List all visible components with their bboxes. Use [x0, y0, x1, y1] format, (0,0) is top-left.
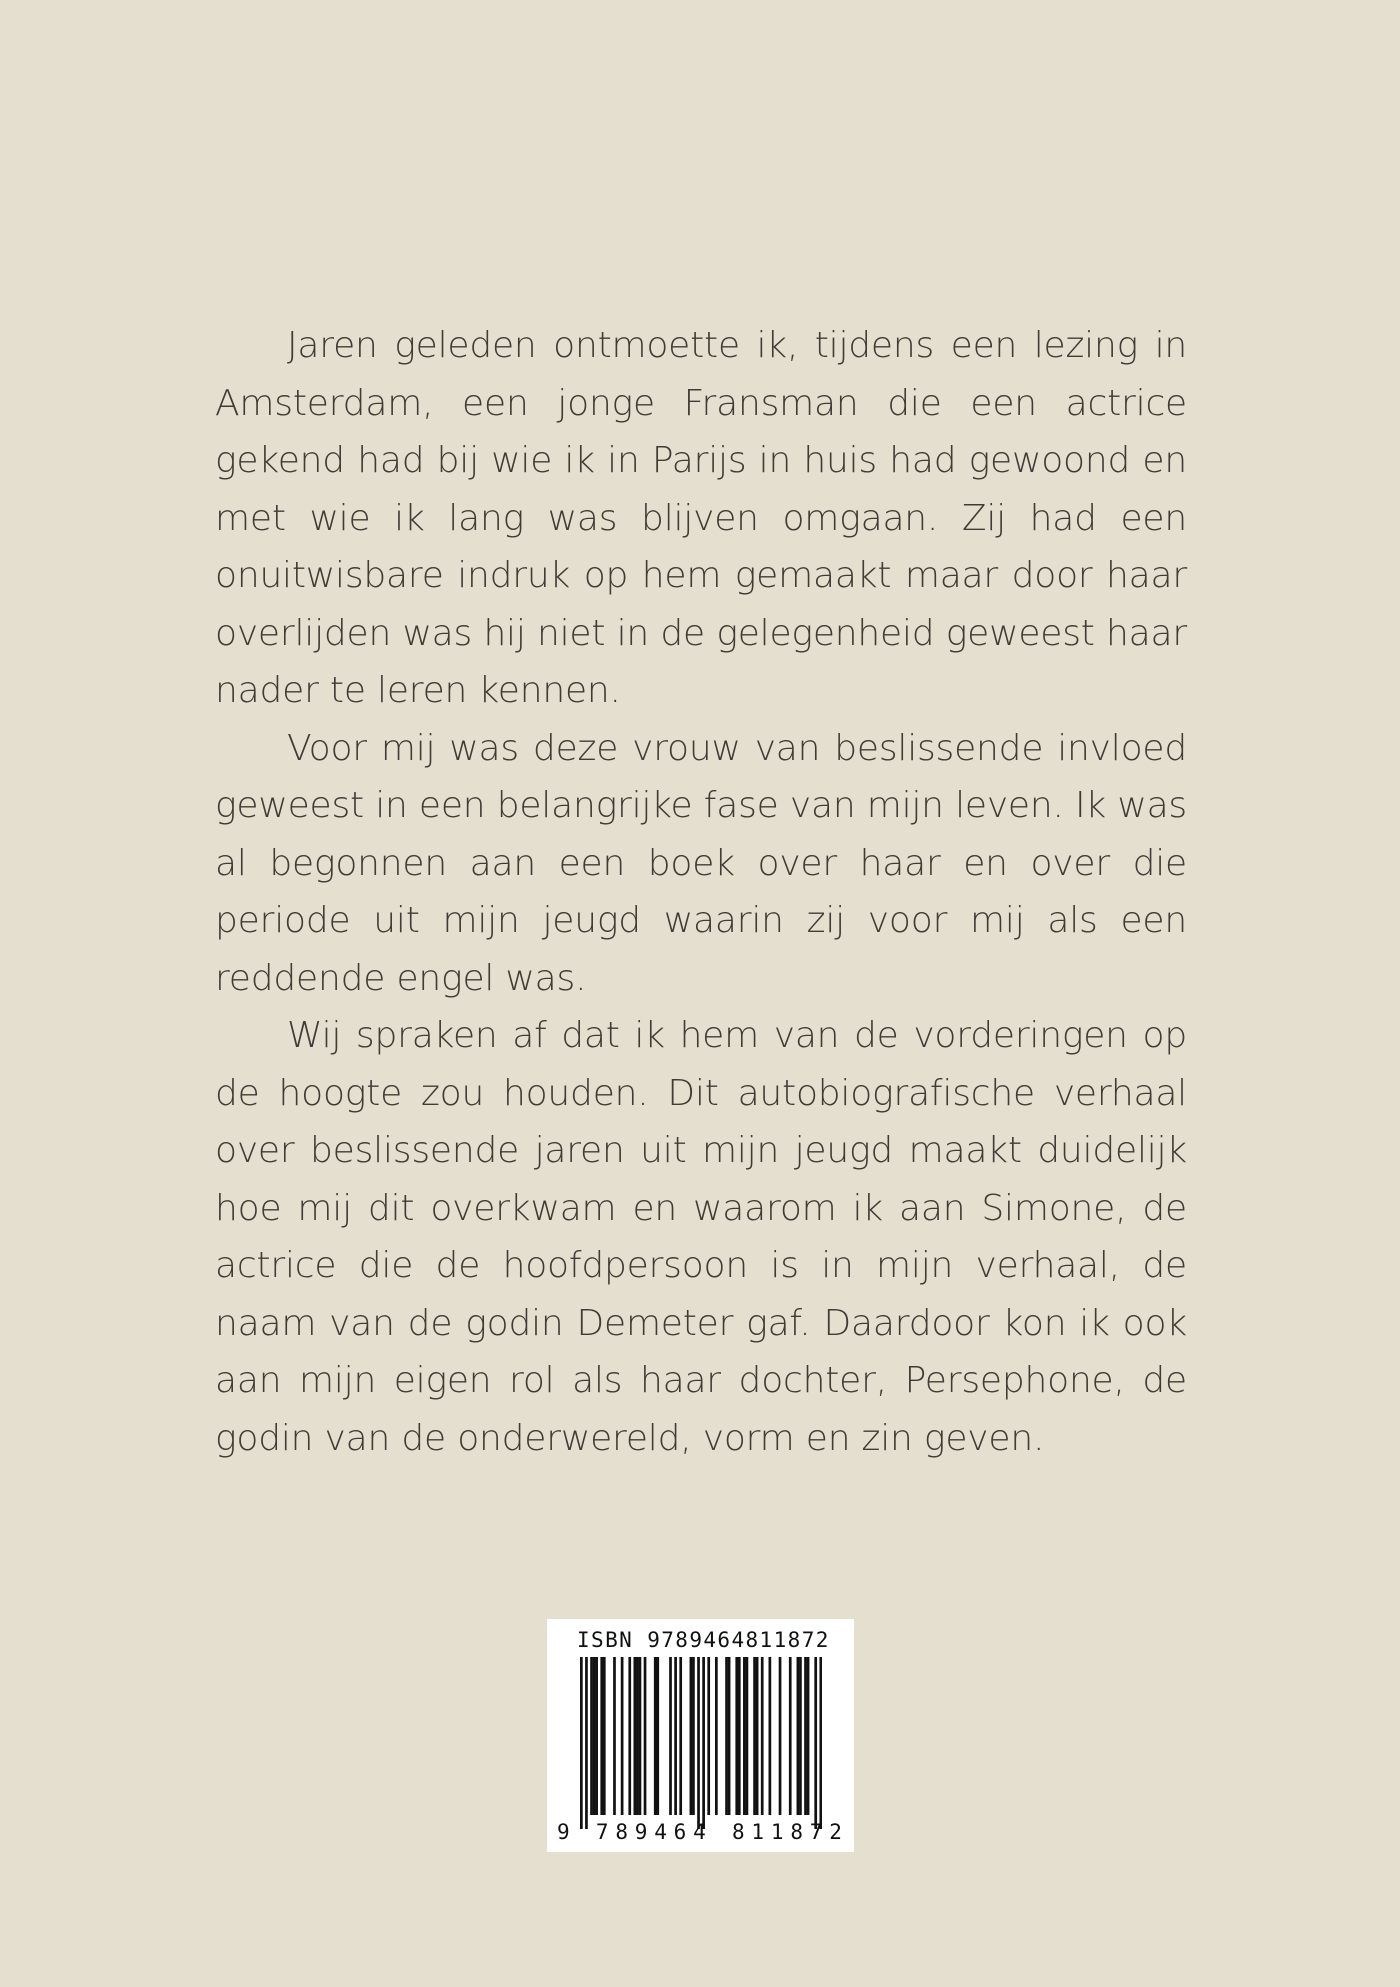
barcode-bar [797, 1657, 800, 1815]
barcode-bar [633, 1657, 636, 1815]
barcode-bar [590, 1657, 593, 1815]
barcode-bar [580, 1657, 583, 1829]
barcode-bar [761, 1657, 764, 1815]
blurb-paragraph-1: Jaren geleden ontmoette ik, tijdens een lezing in Amsterdam, een jonge Fransman die een actrice gekend had bij wie ik in Parijs in huis had gewoond en met wie ik lang was blijven omgaan. Zij had een onuitwisbare indruk op hem gemaakt maar door haar overlijden was hij niet in de gelegenheid geweest haar nader te leren kennen. [215, 325, 1187, 711]
back-cover-blurb [215, 317, 1187, 1467]
barcode-bar [746, 1657, 749, 1815]
barcode-bar [692, 1657, 695, 1815]
barcode-bar [707, 1657, 710, 1815]
barcode-bar [819, 1657, 822, 1829]
barcode-bar [814, 1657, 817, 1829]
barcode-bar [669, 1657, 672, 1815]
barcode-digits: 9 789464 811872 [557, 1820, 849, 1844]
barcode-bar [756, 1657, 759, 1815]
barcode-bar [621, 1657, 624, 1815]
barcode-bar [636, 1657, 639, 1815]
blurb-paragraph-2: Voor mij was deze vrouw van beslissende invloed geweest in een belangrijke fase van mijn leven. Ik was al begonnen aan een boek over haar en over die periode uit mijn jeugd waarin zij voor mij als een reddende engel was. [215, 727, 1187, 999]
barcode-bar [639, 1657, 642, 1815]
isbn-label: ISBN 9789464811872 [577, 1628, 830, 1652]
barcode-bar [697, 1657, 700, 1829]
barcode-bar [799, 1657, 802, 1815]
barcode-bar [585, 1657, 588, 1829]
barcode-bar [613, 1657, 616, 1815]
blurb-paragraph-3: Wij spraken af dat ik hem van de vorderingen op de hoogte zou houden. Dit autobiografische verhaal over beslissende jaren uit mijn jeugd maakt duidelijk hoe mij dit overkwam en waarom ik aan Simone, de actrice die de hoofdpersoon is in mijn verhaal, de naam van de godin Demeter gaf. Daardoor kon ik ook aan mijn eigen rol als haar dochter, Persephone, de godin van de onderwereld, vorm en zin geven. [215, 1015, 1187, 1459]
barcode-bar [715, 1657, 718, 1815]
barcode-bar [674, 1657, 677, 1815]
barcode-bar [593, 1657, 596, 1815]
barcode-bar [738, 1657, 741, 1815]
barcode-bar [654, 1657, 657, 1815]
barcode-bar [595, 1657, 598, 1815]
barcode-bar [807, 1657, 810, 1815]
barcode-bar [804, 1657, 807, 1815]
barcode-bar [690, 1657, 693, 1815]
barcode-bar [656, 1657, 659, 1815]
barcode-bar [679, 1657, 682, 1815]
barcode-bar [769, 1657, 772, 1815]
barcode-bar [644, 1657, 647, 1815]
barcode-bar [600, 1657, 603, 1815]
barcode-bar [728, 1657, 731, 1815]
isbn-barcode [547, 1619, 854, 1852]
barcode-bar [779, 1657, 782, 1815]
barcode-bar [628, 1657, 631, 1815]
barcode-bar [789, 1657, 792, 1815]
barcode-bar [753, 1657, 756, 1815]
barcode-bar [743, 1657, 746, 1815]
barcode-bar [603, 1657, 606, 1815]
barcode-bar [725, 1657, 728, 1815]
barcode-bars [580, 1657, 822, 1829]
barcode-bar [702, 1657, 705, 1829]
barcode-bar [735, 1657, 738, 1815]
